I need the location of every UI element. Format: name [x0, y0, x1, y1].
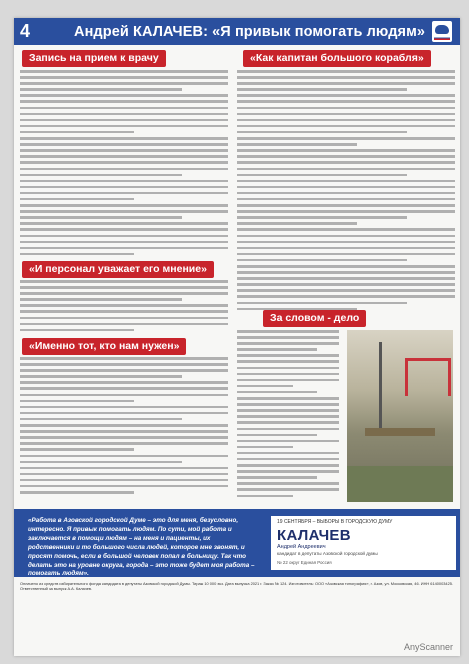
text-line — [237, 367, 339, 370]
text-line — [237, 385, 293, 388]
text-line — [20, 222, 228, 225]
text-line — [237, 186, 455, 189]
text-line — [237, 119, 455, 122]
text-line — [20, 131, 134, 134]
text-line — [20, 298, 182, 301]
text-line — [20, 304, 228, 307]
text-line — [20, 180, 228, 183]
text-line — [20, 253, 134, 256]
imprint-footer: Оплачено из средств избирательного фонда кандидата в депутаты Азовской городской Думы. Тираж 10 000 экз. Дата выпуска 2021 г. Заказ № 124. Изготовитель: ООО «Азовская типография», г. Азов, ул. Московская, 46. ИНН 6140003425. Ответственный за выпуск А.А. Калачев. — [20, 581, 453, 592]
text-line — [237, 113, 455, 116]
text-line — [20, 467, 228, 470]
text-line — [237, 76, 455, 79]
text-line — [237, 415, 339, 418]
candidate-district: № 22 округ Единая Россия — [277, 560, 332, 565]
page-number: 4 — [20, 21, 31, 41]
flag-icon — [434, 36, 450, 40]
text-line — [237, 434, 317, 437]
text-line — [20, 143, 228, 146]
text-line — [237, 125, 455, 128]
page-header — [14, 18, 460, 45]
text-line — [20, 387, 228, 390]
text-line — [237, 330, 339, 333]
party-logo-icon — [432, 21, 452, 42]
text-line — [237, 470, 339, 473]
text-line — [237, 94, 455, 97]
text-line — [237, 379, 339, 382]
text-line — [237, 247, 455, 250]
text-line — [20, 100, 228, 103]
text-line — [237, 265, 455, 268]
text-line — [237, 336, 339, 339]
text-line — [20, 280, 228, 283]
text-line — [237, 373, 339, 376]
text-line — [20, 137, 228, 140]
text-line — [20, 286, 228, 289]
text-line — [20, 107, 228, 110]
photo-ground — [347, 466, 453, 502]
text-line — [237, 446, 293, 449]
text-line — [20, 174, 182, 177]
text-line — [20, 198, 134, 201]
text-line — [20, 485, 228, 488]
text-line — [20, 369, 228, 372]
text-line — [20, 375, 182, 378]
newspaper-page — [14, 18, 460, 656]
article-text-respect — [20, 280, 228, 335]
candidate-first-name: Андрей Андреевич — [277, 544, 326, 550]
text-line — [20, 357, 228, 360]
text-line — [237, 348, 317, 351]
text-line — [237, 222, 357, 225]
text-line — [237, 360, 339, 363]
candidate-card — [271, 516, 456, 570]
text-line — [237, 295, 455, 298]
text-line — [237, 458, 339, 461]
article-text-deed — [237, 330, 339, 501]
bear-icon — [435, 25, 449, 34]
text-line — [237, 100, 455, 103]
text-line — [20, 204, 228, 207]
text-line — [237, 241, 455, 244]
text-line — [20, 363, 228, 366]
photo-bench — [365, 428, 435, 436]
text-line — [237, 107, 455, 110]
text-line — [20, 228, 228, 231]
left-column — [20, 48, 228, 506]
text-line — [237, 403, 339, 406]
text-line — [20, 394, 228, 397]
text-line — [237, 198, 455, 201]
text-line — [20, 155, 228, 158]
text-line — [20, 436, 228, 439]
text-line — [237, 354, 339, 357]
text-line — [20, 400, 134, 403]
text-line — [20, 479, 228, 482]
text-line — [237, 149, 455, 152]
playground-photo — [347, 330, 453, 502]
text-line — [20, 455, 228, 458]
text-line — [20, 461, 182, 464]
candidate-role: кандидат в депутаты Азовской городской думы — [277, 551, 378, 556]
text-line — [237, 216, 407, 219]
quote-text: «Работа в Азовской городской Думе – это для меня, безусловно, интересно. Я привык помогать людям. По сути, мой работа и заключается в помощи людям – на меня и пациенты, их родственники и то большого числа людей, которое мне звонят, и просят помочь, если в большой человек попал в больницу. Так что делать это на уровне округа, города – это тоже будет моя работа – помогать людям». — [28, 517, 255, 578]
heading-respect: «И персонал уважает его мнение» — [22, 261, 214, 278]
heading-captain: «Как капитан большого корабля» — [243, 50, 431, 67]
text-line — [20, 168, 228, 171]
text-line — [20, 119, 228, 122]
text-line — [20, 430, 228, 433]
text-line — [237, 143, 357, 146]
text-line — [20, 235, 228, 238]
text-line — [237, 283, 455, 286]
article-text-needed — [20, 357, 228, 497]
text-line — [20, 216, 182, 219]
text-line — [237, 488, 339, 491]
candidate-name: КАЛАЧЕВ — [277, 527, 351, 544]
text-line — [20, 82, 228, 85]
text-line — [237, 391, 317, 394]
scanner-watermark: AnyScanner — [403, 642, 453, 652]
right-column — [237, 48, 455, 506]
text-line — [20, 125, 228, 128]
text-line — [237, 180, 455, 183]
text-line — [237, 137, 455, 140]
text-line — [20, 70, 228, 73]
text-line — [237, 161, 455, 164]
text-line — [20, 88, 182, 91]
text-line — [237, 192, 455, 195]
text-line — [20, 418, 182, 421]
text-line — [20, 241, 228, 244]
text-line — [237, 342, 339, 345]
text-line — [20, 448, 134, 451]
text-line — [20, 161, 228, 164]
text-line — [20, 113, 228, 116]
text-line — [237, 82, 455, 85]
text-line — [20, 292, 228, 295]
text-line — [237, 131, 407, 134]
heading-doctor: Запись на прием к врачу — [22, 50, 166, 67]
text-line — [20, 76, 228, 79]
text-line — [237, 155, 455, 158]
text-line — [237, 228, 455, 231]
text-line — [237, 168, 455, 171]
photo-mast — [379, 342, 382, 432]
text-line — [20, 310, 228, 313]
text-line — [237, 210, 455, 213]
text-line — [20, 149, 228, 152]
text-line — [20, 186, 228, 189]
text-line — [237, 70, 455, 73]
photo-swing — [405, 358, 451, 396]
text-line — [237, 440, 339, 443]
text-line — [237, 271, 455, 274]
text-line — [20, 329, 134, 332]
text-line — [237, 409, 339, 412]
text-line — [20, 247, 228, 250]
text-line — [237, 235, 455, 238]
text-line — [20, 491, 134, 494]
heading-deed: За словом - дело — [263, 310, 366, 327]
text-line — [237, 302, 407, 305]
text-line — [237, 204, 455, 207]
text-line — [20, 473, 228, 476]
text-line — [20, 323, 228, 326]
text-line — [237, 88, 407, 91]
text-line — [20, 442, 228, 445]
text-line — [237, 452, 339, 455]
text-line — [20, 381, 228, 384]
text-line — [20, 94, 228, 97]
text-line — [20, 192, 228, 195]
text-line — [237, 277, 455, 280]
text-line — [20, 210, 228, 213]
text-line — [237, 397, 339, 400]
card-top-line: 19 СЕНТЯБРЯ – ВЫБОРЫ В ГОРОДСКУЮ ДУМУ — [277, 519, 393, 525]
text-line — [237, 421, 339, 424]
text-line — [237, 428, 339, 431]
heading-needed: «Именно тот, кто нам нужен» — [22, 338, 186, 355]
text-line — [237, 482, 339, 485]
text-line — [20, 317, 228, 320]
text-line — [237, 253, 455, 256]
text-line — [237, 476, 317, 479]
article-text-captain — [237, 70, 455, 314]
text-line — [237, 174, 407, 177]
page-headline: Андрей КАЛАЧЕВ: «Я привык помогать людям» — [74, 24, 426, 40]
text-line — [237, 259, 407, 262]
text-line — [237, 289, 455, 292]
text-line — [237, 495, 293, 498]
text-line — [237, 464, 339, 467]
article-text-doctor — [20, 70, 228, 259]
text-line — [20, 406, 228, 409]
text-line — [20, 412, 228, 415]
text-line — [20, 424, 228, 427]
